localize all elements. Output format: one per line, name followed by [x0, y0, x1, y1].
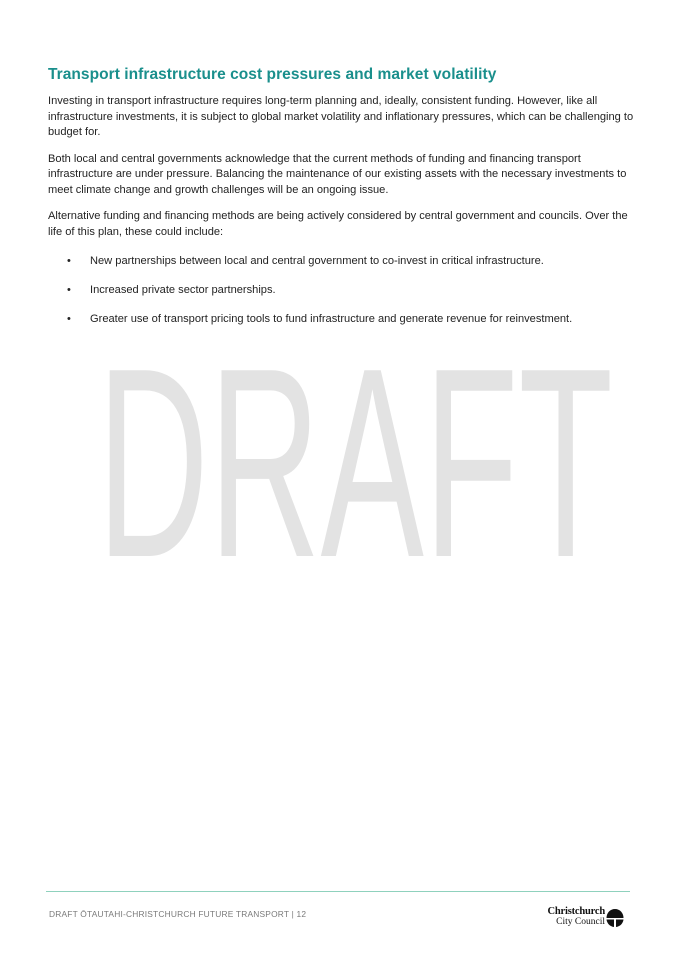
- logo-line-2: City Council: [556, 917, 605, 927]
- draft-watermark: [95, 353, 615, 558]
- list-item-text: Increased private sector partnerships.: [90, 284, 276, 296]
- list-item-text: Greater use of transport pricing tools to fund infrastructure and generate revenue for reinvestment.: [90, 313, 573, 325]
- bullet-list: [48, 254, 638, 327]
- logo-line-1: Christchurch: [547, 906, 605, 917]
- footer-divider: [46, 891, 630, 892]
- paragraph-2: Both local and central governments acknowledge that the current methods of funding and financing transport infrastructure are under pressure. Balancing the maintenance of our existing assets with the necessary investments to meet climate change and growth challenges will be an ongoing issue.: [48, 152, 627, 196]
- draft-watermark-text: DRAFT: [97, 353, 613, 558]
- logo-wordmark: [548, 906, 606, 927]
- list-item: [48, 312, 638, 327]
- bullet-icon: •: [67, 284, 71, 296]
- council-logo: [541, 906, 627, 932]
- main-content: [48, 66, 638, 341]
- paragraph-1: Investing in transport infrastructure requires long-term planning and, ideally, consistent funding. However, like all infrastructure investments, it is subject to global market volatility and inflationary pressures, which can be challenging to budget for.: [48, 95, 634, 138]
- paragraph-3: Alternative funding and financing methods are being actively considered by central government and councils. Over the life of this plan, these could include:: [48, 210, 628, 238]
- bullet-icon: •: [67, 255, 71, 267]
- list-item: [48, 254, 638, 269]
- section-heading: Transport infrastructure cost pressures and market volatility: [48, 66, 497, 83]
- footer-page-label: DRAFT ŌTAUTAHI-CHRISTCHURCH FUTURE TRANSPORT | 12: [49, 909, 307, 919]
- list-item: [48, 283, 638, 298]
- council-emblem-icon: [605, 908, 625, 928]
- bullet-icon: •: [67, 313, 71, 325]
- list-item-text: New partnerships between local and central government to co-invest in critical infrastructure.: [90, 255, 544, 267]
